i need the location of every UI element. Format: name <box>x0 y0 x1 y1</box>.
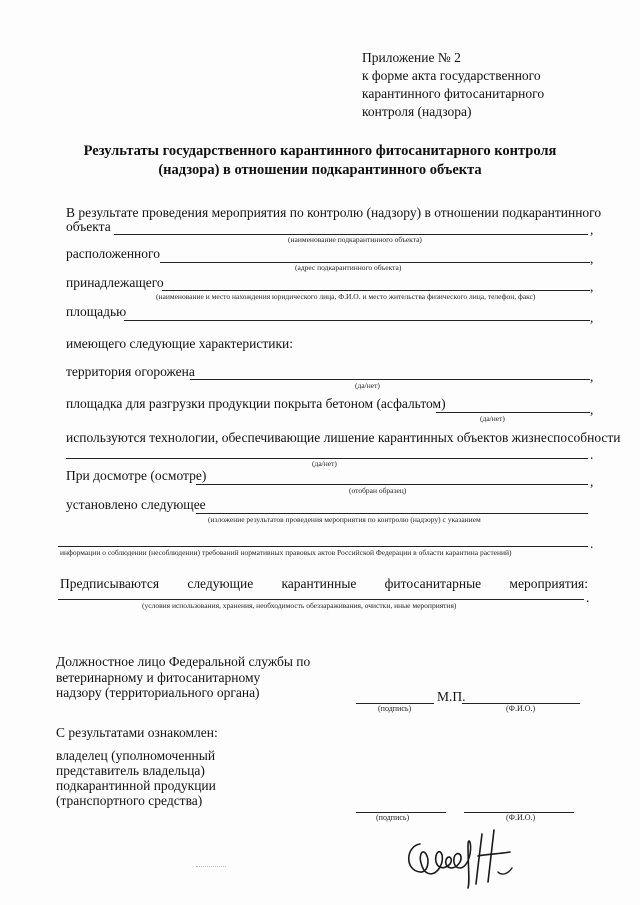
comma: , <box>590 251 594 266</box>
scan-artifact <box>196 866 226 868</box>
prescribed-word: мероприятия: <box>509 576 588 591</box>
comma: , <box>590 369 594 384</box>
stamp-mark: М.П. <box>437 689 466 704</box>
inspection-label: При досмотре (осмотре) <box>66 468 207 483</box>
acquainted-label: С результатами ознакомлен: <box>56 725 218 740</box>
handwritten-signature <box>398 826 516 890</box>
established-hint: (изложение результатов проведения мероприятия по контролю (надзору) с указанием <box>208 515 481 524</box>
official-line-1: Должностное лицо Федеральной службы по <box>56 654 311 669</box>
official-sign-hint: (подпись) <box>378 704 412 713</box>
platform-hint: (да/нет) <box>480 414 505 423</box>
platform-field-line <box>436 412 590 413</box>
prescribed-word: фитосанитарные <box>384 576 482 591</box>
object-hint: (наименование подкарантинного объекта) <box>288 235 422 244</box>
acquainted-sign-hint: (подпись) <box>376 813 410 822</box>
comma: , <box>590 279 594 294</box>
prescribed-word: следующие <box>187 576 254 591</box>
fenced-label: территория огорожена <box>66 364 195 379</box>
period: . <box>590 447 594 462</box>
official-line-2: ветеринарному и фитосанитарному <box>56 670 261 685</box>
prescribed-word: карантинные <box>281 576 357 591</box>
located-label: расположенного <box>66 246 160 261</box>
located-hint: (адрес подкарантинного объекта) <box>295 263 402 272</box>
prescribed-line <box>60 576 588 592</box>
owner-field-line <box>162 290 590 291</box>
tech-hint: (да/нет) <box>312 459 337 468</box>
comma: , <box>590 402 594 417</box>
acquainted-line-4: (транспортного средства) <box>56 793 203 808</box>
acquainted-line-3: подкарантинной продукции <box>56 778 216 793</box>
comma: , <box>590 310 594 325</box>
acquainted-line-1: владелец (уполномоченный <box>56 748 216 763</box>
prescribed-field-line <box>58 599 584 600</box>
established-hint-2: информации о соблюдении (несоблюдении) требований нормативных правовых актов Российской Федерации в области карантина растений) <box>60 548 512 557</box>
appendix-line-2: к форме акта государственного <box>362 68 541 83</box>
period: . <box>590 536 594 551</box>
inspection-hint: (отобран образец) <box>349 486 407 495</box>
established-field-line <box>196 513 588 514</box>
fenced-hint: (да/нет) <box>355 381 380 390</box>
document-title-line-1: Результаты государственного карантинного фитосанитарного контроля <box>83 143 557 159</box>
platform-label: площадка для разгрузки продукции покрыта бетоном (асфальтом) <box>66 396 446 411</box>
official-fio-hint: (Ф.И.О.) <box>506 704 536 713</box>
tech-label: используются технологии, обеспечивающие лишение карантинных объектов жизнеспособности <box>66 430 621 445</box>
acquainted-line-2: представитель владельца) <box>56 763 205 778</box>
acquainted-fio-hint: (Ф.И.О.) <box>506 813 536 822</box>
owner-hint: (наименование и место нахождения юридического лица, Ф.И.О. и место жительства физического лица, телефон, факс) <box>156 292 536 301</box>
comma: , <box>590 474 594 489</box>
area-label: площадью <box>66 304 127 319</box>
official-line-3: надзору (территориального органа) <box>56 685 260 700</box>
intro-line: В результате проведения мероприятия по контролю (надзору) в отношении подкарантинного <box>66 205 602 220</box>
characteristics-label: имеющего следующие характеристики: <box>66 336 293 351</box>
fenced-field-line <box>190 379 590 380</box>
comma: , <box>590 222 594 237</box>
inspection-field-line <box>196 484 588 485</box>
owner-label: принадлежащего <box>66 275 164 290</box>
area-field-line <box>124 320 590 321</box>
appendix-line-3: карантинного фитосанитарного <box>362 86 545 101</box>
appendix-line-1: Приложение № 2 <box>362 50 461 65</box>
object-label: объекта <box>66 219 111 234</box>
appendix-line-4: контроля (надзора) <box>362 104 472 119</box>
prescribed-word: Предписываются <box>60 576 160 591</box>
period: . <box>586 590 590 605</box>
document-title-line-2: (надзора) в отношении подкарантинного объекта <box>158 162 482 178</box>
established-label: установлено следующее <box>66 497 206 512</box>
established-field-line-2 <box>58 546 588 547</box>
prescribed-hint: (условия использования, хранения, необходимость обеззараживания, очистки, иные мероприятия) <box>142 601 457 610</box>
